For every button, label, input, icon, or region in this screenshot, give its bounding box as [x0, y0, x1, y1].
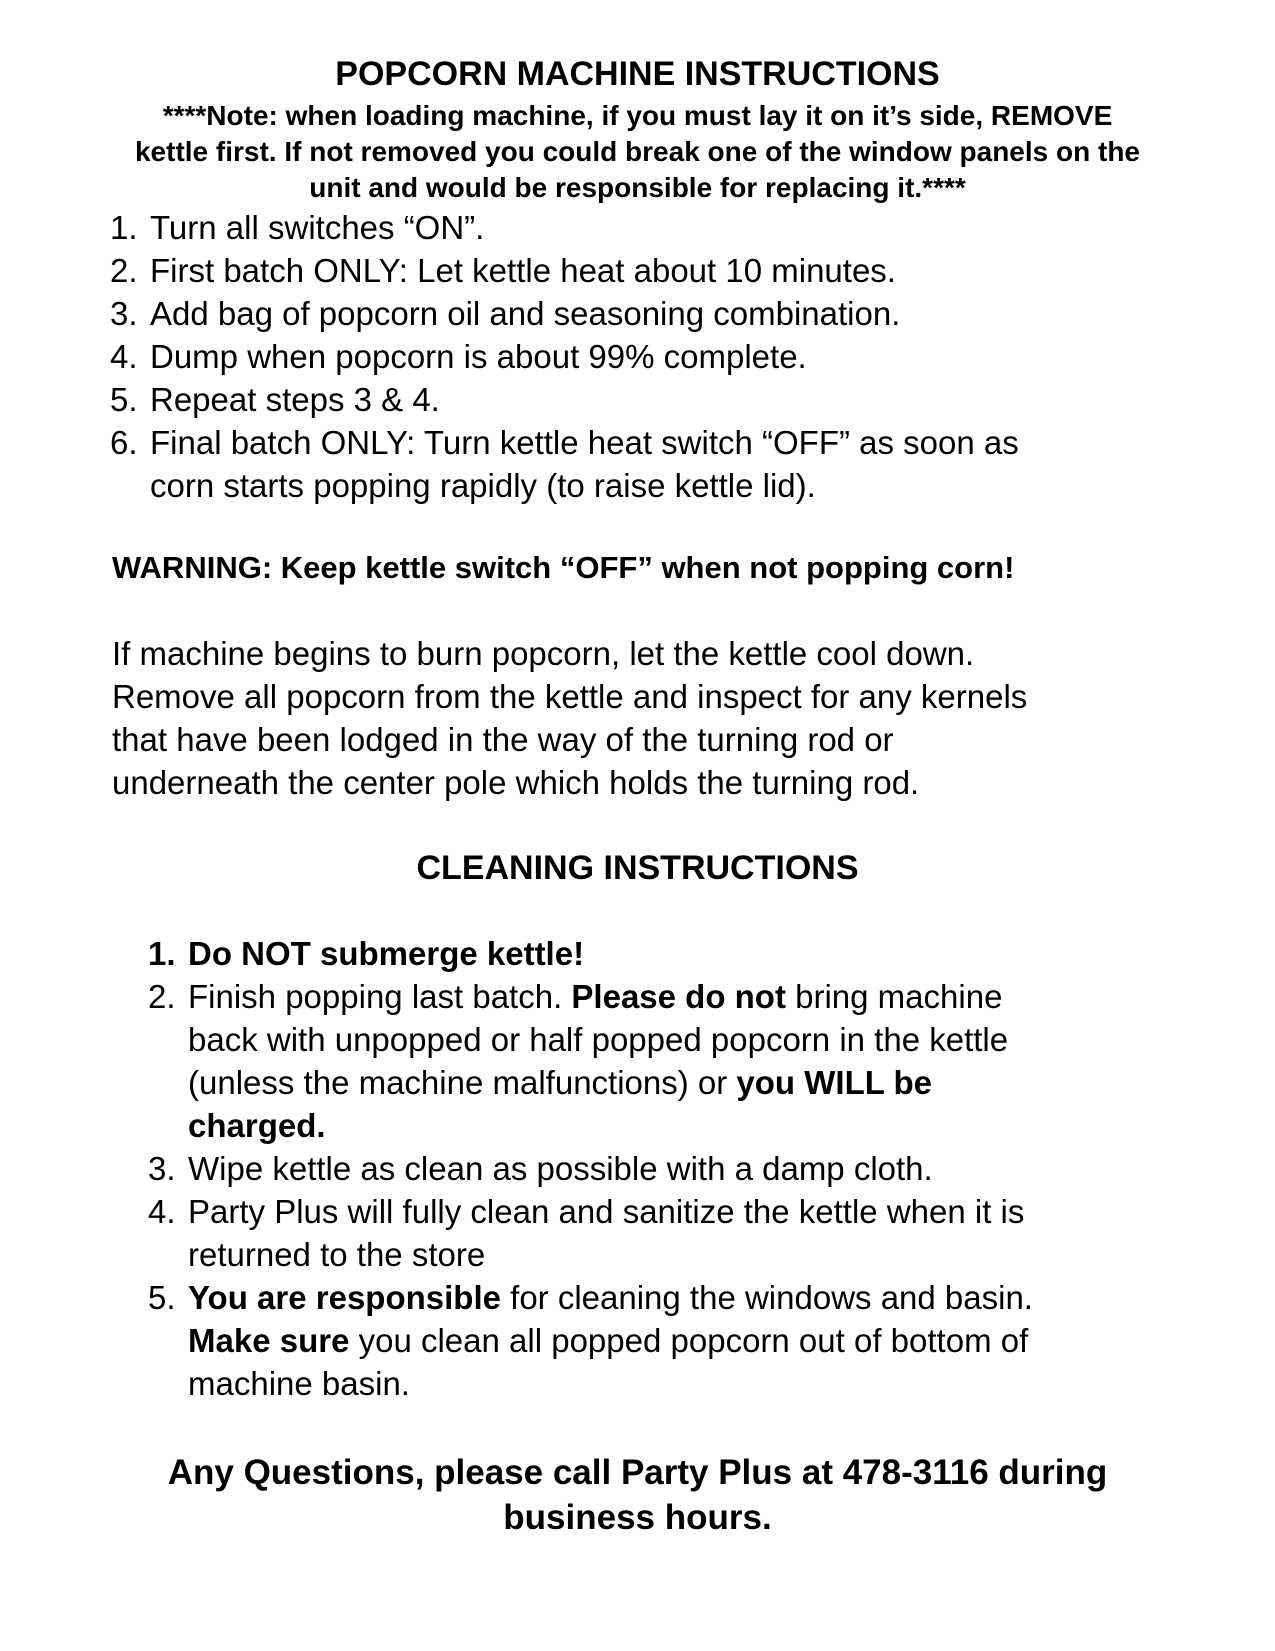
step-text: machine basin. — [188, 1365, 410, 1402]
step-number: 6. — [110, 424, 138, 461]
step-text: back with unpopped or half popped popcorn in the kettle — [188, 1021, 1009, 1058]
burn-paragraph — [112, 632, 1232, 804]
step-text: you clean all popped popcorn out of bottom of — [349, 1322, 1029, 1359]
step-text: corn starts popping rapidly (to raise kettle lid). — [150, 467, 816, 504]
step-text: for cleaning the windows and basin. — [500, 1279, 1033, 1316]
step-text: Final batch ONLY: Turn kettle heat switch “OFF” as soon as — [150, 424, 1019, 461]
step-number: 3. — [110, 295, 138, 332]
step-number: 1. — [148, 935, 176, 972]
cleaning-item — [148, 1190, 1248, 1276]
emphasis-text: charged. — [188, 1107, 326, 1144]
step-item — [110, 378, 1230, 421]
emphasis-text: Please do not — [571, 978, 786, 1015]
step-number: 2. — [148, 978, 176, 1015]
cleaning-item — [148, 1276, 1248, 1405]
paragraph-line: underneath the center pole which holds the turning rod. — [112, 764, 920, 801]
step-number: 3. — [148, 1150, 176, 1187]
step-item — [110, 249, 1230, 292]
operating-steps-list — [110, 206, 1230, 507]
step-number: 2. — [110, 252, 138, 289]
paragraph-line: Remove all popcorn from the kettle and inspect for any kernels — [112, 678, 1028, 715]
contact-line: Any Questions, please call Party Plus at 478-3116 during — [167, 1453, 1108, 1492]
cleaning-steps-list — [148, 932, 1248, 1405]
step-text: Party Plus will fully clean and sanitize the kettle when it is — [188, 1193, 1025, 1230]
cleaning-title: CLEANING INSTRUCTIONS — [416, 849, 859, 887]
step-text: bring machine — [785, 978, 1003, 1015]
page-title: POPCORN MACHINE INSTRUCTIONS — [335, 55, 940, 93]
step-text: Add bag of popcorn oil and seasoning combination. — [150, 295, 901, 332]
cleaning-item — [148, 1147, 1248, 1190]
cleaning-item — [148, 975, 1248, 1147]
step-text: First batch ONLY: Let kettle heat about 10 minutes. — [150, 252, 896, 289]
step-text: Finish popping last batch. — [188, 978, 572, 1015]
paragraph-line: If machine begins to burn popcorn, let the kettle cool down. — [112, 635, 975, 672]
step-item — [110, 335, 1230, 378]
note-line: ****Note: when loading machine, if you must lay it on it’s side, REMOVE — [162, 100, 1113, 131]
step-line — [188, 975, 1248, 1018]
cleaning-item — [148, 932, 1248, 975]
step-item — [110, 421, 1230, 507]
step-number: 4. — [110, 338, 138, 375]
step-number: 4. — [148, 1193, 176, 1230]
step-text: Wipe kettle as clean as possible with a damp cloth. — [188, 1150, 933, 1187]
step-number: 5. — [148, 1279, 176, 1316]
note-line: kettle first. If not removed you could break one of the window panels on the — [134, 136, 1140, 167]
step-item — [110, 206, 1230, 249]
step-text: Dump when popcorn is about 99% complete. — [150, 338, 807, 375]
contact-info — [0, 1450, 1275, 1540]
step-number: 1. — [110, 209, 138, 246]
step-text: Repeat steps 3 & 4. — [150, 381, 440, 418]
step-text: Turn all switches “ON”. — [150, 209, 485, 246]
step-line — [188, 1061, 1248, 1104]
step-number: 5. — [110, 381, 138, 418]
contact-line: business hours. — [503, 1498, 772, 1537]
warning-text: WARNING: Keep kettle switch “OFF” when not popping corn! — [112, 550, 1015, 585]
step-text: (unless the machine malfunctions) or — [188, 1064, 737, 1101]
step-text: returned to the store — [188, 1236, 486, 1273]
step-line — [188, 1319, 1248, 1362]
step-line — [188, 1276, 1248, 1319]
emphasis-text: you WILL be — [736, 1064, 932, 1101]
paragraph-line: that have been lodged in the way of the turning rod or — [112, 721, 894, 758]
note-line: unit and would be responsible for replacing it.**** — [309, 172, 966, 203]
loading-note — [60, 98, 1215, 206]
emphasis-text: Make sure — [188, 1322, 350, 1359]
step-item — [110, 292, 1230, 335]
step-text: Do NOT submerge kettle! — [188, 935, 585, 972]
emphasis-text: You are responsible — [188, 1279, 501, 1316]
